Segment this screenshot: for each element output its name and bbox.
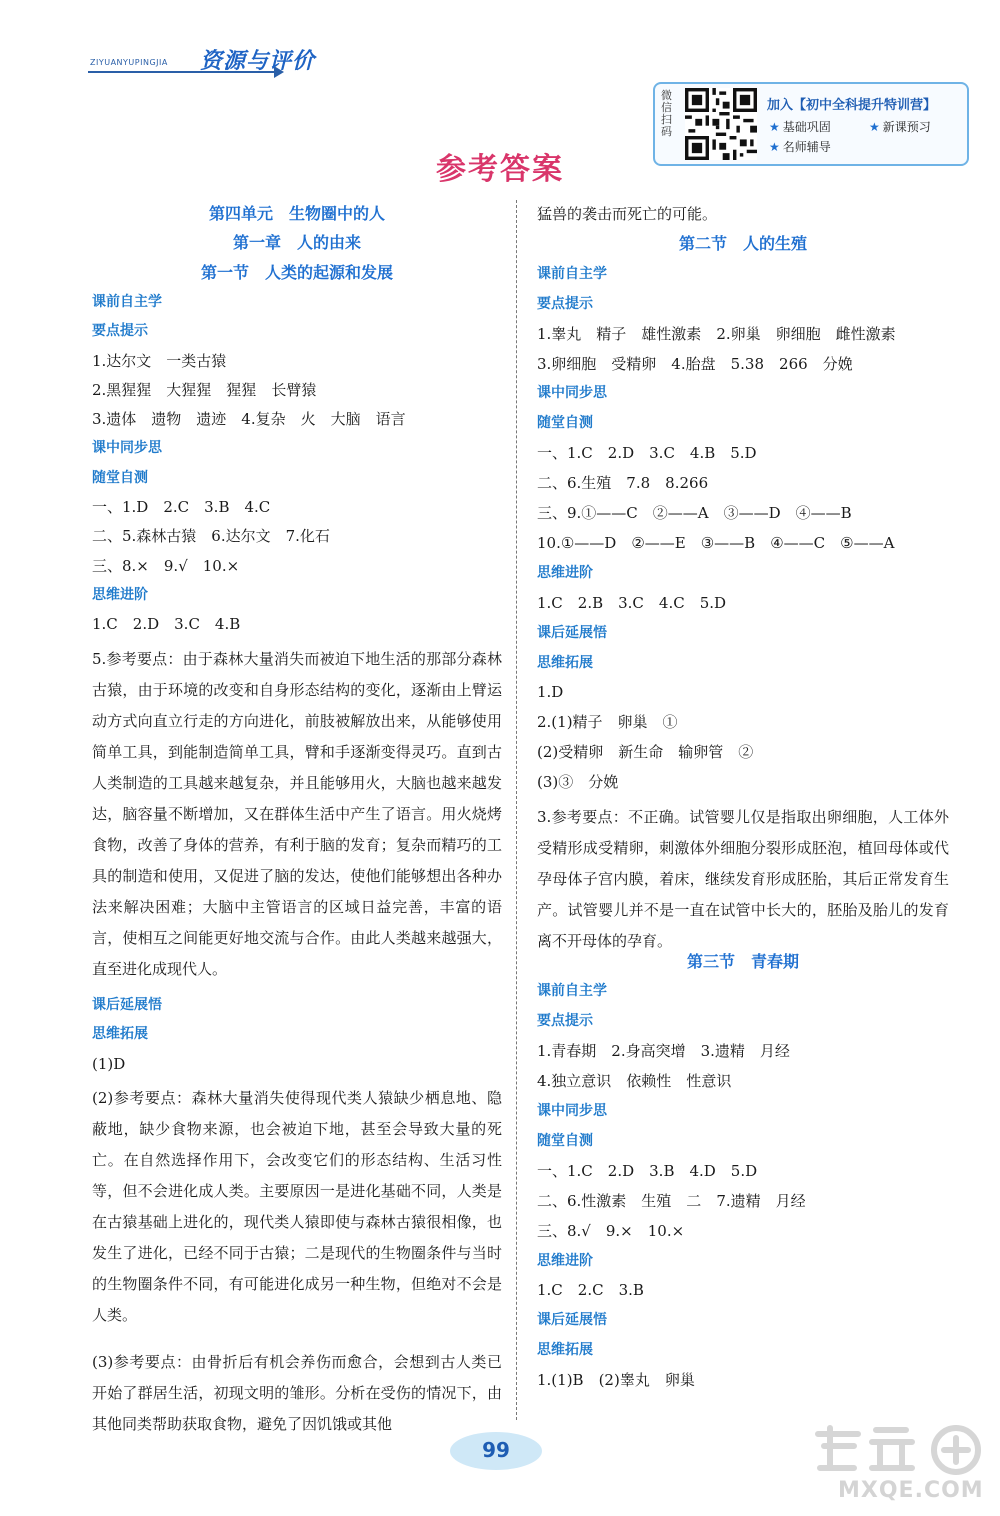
answer-paragraph: (2)参考要点：森林大量消失使得现代类人猿缺少栖息地、隐蔽地，缺少食物来源，也会被迫下地，甚至会导致大量的死亡。在自然选择作用下，会改变它们的形态结构、生活习性等，但不会进化成人类。主要原因一是进化基础不同，人类是在古猿基础上进化的，现代类人猿即使与森林古猿很相像，也发生了进化，已经不同于古猿；二是现代的生物圈条件与当时的生物圈条件不同，有可能进化成另一种生物，但绝对不会是人类。 [92,1089,502,1324]
answer-line: 二、5.森林古猿 6.达尔文 7.化石 [92,527,330,546]
brand-logo [88,44,358,80]
answer-paragraph: 5.参考要点：由于森林大量消失而被迫下地生活的那部分森林古猿，由于环境的改变和自身形态结构的变化，逐渐由上臂运动方式向直立行走的方向进化，前肢被解放出来，从能够使用简单工具，到能制造简单工具，臂和手逐渐变得灵巧。直到古人类制造的工具越来越复杂，并且能够用火，大脑也越来越发达，脑容量不断增加，又在群体生活中产生了语言。用火烧烤食物，改善了身体的营养，有利于脑的发育；复杂而精巧的工具的制造和使用，又促进了脑的发达，使他们能够想出各种办法来解决困难；大脑中主管语言的区域日益完善，丰富的语言，使相互之间能更好地交流与合作。由此人类越来越强大，直至进化成现代人。 [92,649,502,978]
section-heading: 第三节 青春期 [686,951,799,971]
qr-feature: ★ 新课预习 [869,120,931,134]
answer-line: 10.①——D ②——E ③——B ④——C ⑤——A [537,533,895,552]
section-label: 要点提示 [92,323,148,340]
section-label: 课后延展悟 [537,624,607,641]
section-label: 思维拓展 [92,1026,148,1043]
section-label: 思维进阶 [537,564,593,581]
section-label: 课前自主学 [92,293,162,310]
watermark-logo-icon [810,1420,990,1476]
answer-line: 1.睾丸 精子 雄性激素 2.卵巢 卵细胞 雌性激素 [537,324,896,343]
answer-line: (1)D [92,1054,126,1073]
answer-line: 1.C 2.C 3.B [537,1281,644,1300]
section-heading: 第二节 人的生殖 [678,233,807,253]
answer-line: 三、8.× 9.√ 10.× [92,556,240,575]
answer-line: 猛兽的袭击而死亡的可能。 [537,205,718,223]
answer-line: 1.青春期 2.身高突增 3.遗精 月经 [537,1042,790,1061]
section-label: 思维拓展 [537,654,593,671]
page-number: 99 [482,1438,510,1462]
answer-line: 1.达尔文 一类古猿 [92,351,227,370]
brand-pinyin: ZIYUANYUPINGJIA [90,58,168,67]
section-label: 要点提示 [537,295,593,312]
star-icon: ★ [769,140,780,154]
answer-line: (2)受精卵 新生命 输卵管 ② [537,743,754,762]
answer-paragraph: 3.参考要点：不正确。试管婴儿仅是指取出卵细胞，人工体外受精形成受精卵，刺激体外细胞分裂形成胚泡，植回母体或代孕母体子宫内膜，着床，继续发育形成胚胎，其后正常发育生产。试管婴儿并不是一直在试管中长大的，胚胎及胎儿的发育离不开母体的孕育。 [537,808,949,950]
section-heading: 第四单元 生物圈中的人 [208,204,385,223]
section-label: 随堂自测 [537,415,593,432]
answer-line: 二、6.性激素 生殖 二 7.遗精 月经 [537,1191,806,1210]
section-label: 思维拓展 [537,1342,593,1359]
section-label: 课中同步思 [537,385,607,402]
answer-line: 一、1.D 2.C 3.B 4.C [92,498,271,516]
section-label: 要点提示 [537,1013,593,1030]
section-heading: 第一章 人的由来 [232,233,361,253]
answer-line: 1.C 2.B 3.C 4.C 5.D [537,593,727,612]
brand-title: 资源与评价 [200,49,316,74]
answer-line: 1.C 2.D 3.C 4.B [92,615,241,634]
page-title: 参考答案 [436,152,564,187]
answer-line: 一、1.C 2.D 3.C 4.B 5.D [537,444,757,463]
answer-line: 2.黑猩猩 大猩猩 猩猩 长臂猿 [92,380,317,399]
answer-line: 3.卵细胞 受精卵 4.胎盘 5.38 266 分娩 [537,354,853,373]
star-icon: ★ [769,120,780,134]
star-icon: ★ [869,120,880,134]
section-label: 课后延展悟 [537,1312,607,1329]
section-label: 随堂自测 [537,1132,593,1149]
section-label: 随堂自测 [92,469,148,486]
qr-side-text: 微信扫码 [661,89,672,138]
section-label: 课中同步思 [537,1103,607,1119]
section-label: 课前自主学 [537,983,607,1000]
qr-feature: ★ 名师辅导 [769,140,831,154]
answer-line: 3.遗体 遗物 遗迹 4.复杂 火 大脑 语言 [92,410,406,429]
section-label: 思维进阶 [537,1252,593,1269]
section-label: 课后延展悟 [92,997,162,1014]
qr-promo-title: 加入【初中全科提升特训营】 [767,98,937,113]
section-label: 思维进阶 [92,586,148,603]
answer-line: 1.(1)B (2)睾丸 卵巢 [537,1371,695,1390]
answer-paragraph: (3)参考要点：由骨折后有机会养伤而愈合，会想到古人类已开始了群居生活，初现文明的雏形。分析在受伤的情况下，由其他同类帮助获取食物，避免了因饥饿或其他 [92,1352,502,1433]
answer-line: 三、9.①——C ②——A ③——D ④——B [537,504,852,522]
section-heading: 第一节 人类的起源和发展 [200,262,393,282]
watermark-url: MXQE.COM [838,1478,984,1503]
column-divider [516,200,517,1420]
section-label: 课前自主学 [537,265,607,282]
answer-line: 1.D [537,683,564,702]
answer-line: 4.独立意识 依赖性 性意识 [537,1072,732,1091]
answer-line: 2.(1)精子 卵巢 ① [537,713,678,732]
answer-line: (3)③ 分娩 [537,773,619,792]
section-label: 课中同步思 [92,440,162,457]
answer-line: 一、1.C 2.D 3.B 4.D 5.D [537,1161,758,1180]
answer-line: 三、8.√ 9.× 10.× [537,1221,685,1240]
qr-feature: ★ 基础巩固 [769,120,831,134]
answer-line: 二、6.生殖 7.8 8.266 [537,474,709,493]
